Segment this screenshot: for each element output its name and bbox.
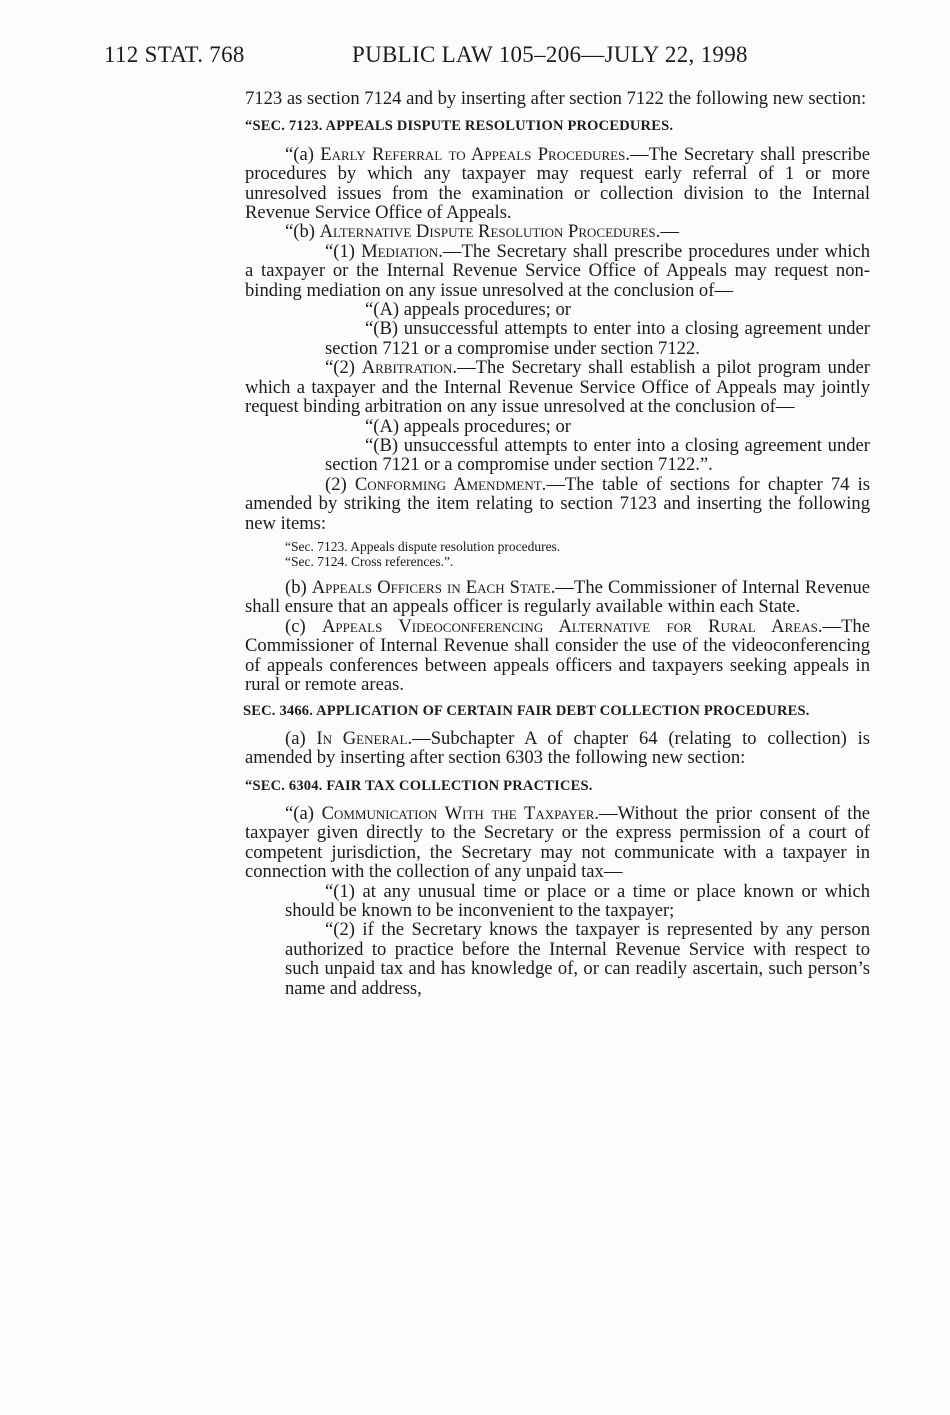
subsection-b-appeals-officers-caption: Appeals Officers in Each State. [311,576,556,598]
paragraph-b1: “(1) Mediation.—The Secretary shall prescribe procedures under which a taxpayer or the Internal Revenue Service Office of Appeals may request non-binding mediation on any issue unresolved at the conclusion of— [245,240,871,301]
b2-subparagraph-b: “(B) unsuccessful attempts to enter into a closing agreement under section 7121 or a compromise under section 7122.”. [325,434,870,476]
conforming-amendment: (2) Conforming Amendment.—The table of sections for chapter 74 is amended by striking the item relating to section 7123 and inserting the following new items: [245,473,870,534]
sec-6304-paragraph-2: “(2) if the Secretary knows the taxpayer is represented by any person authorized to practice before the Internal Revenue Service with respect to such unpaid tax and has knowledge of, or can readily ascertain, such person’s name and address, [285,919,870,999]
conforming-amendment-caption: Conforming Amendment. [354,473,547,495]
subsection-c-caption: Appeals Videoconferencing Alternative for Rural Areas. [321,615,823,637]
subsection-b-appeals-officers: (b) Appeals Officers in Each State.—The Commissioner of Internal Revenue shall ensure that an appeals officer is regularly available within each State. [245,576,870,618]
table-of-sections [285,539,870,569]
toc-item: “Sec. 7123. Appeals dispute resolution procedures. [285,538,561,554]
sec-6304-subsection-a-caption: Communication With the Taxpayer. [321,803,600,824]
subsection-a-caption: Early Referral to Appeals Procedures. [320,143,630,165]
subsection-b-caption: Alternative Dispute Resolution Procedures. [319,221,661,243]
b1-subparagraph-b: “(B) unsuccessful attempts to enter into a closing agreement under section 7121 or a compromise under section 7122. [325,318,870,359]
document-body [245,89,870,998]
sec-6304-heading: “SEC. 6304. FAIR TAX COLLECTION PRACTICES. [245,777,593,794]
paragraph-b1-caption: Mediation. [361,240,443,262]
sec-3466-heading: SEC. 3466. APPLICATION OF CERTAIN FAIR DEBT COLLECTION PROCEDURES. [243,703,810,720]
intro-paragraph: 7123 as section 7124 and by inserting after section 7122 the following new section: [245,88,867,109]
running-title: PUBLIC LAW 105–206—JULY 22, 1998 [352,42,748,67]
page-header [0,42,950,72]
sec-6304-subsection-a: “(a) Communication With the Taxpayer.—Without the prior consent of the taxpayer given directly to the Secretary or the express permission of a court of competent jurisdiction, the Secretary may not communicate with a taxpayer in connection with the collection of any unpaid tax— [245,803,870,883]
subsection-a: “(a) Early Referral to Appeals Procedures.—The Secretary shall prescribe procedures by which any taxpayer may request early referral of 1 or more unresolved issues from the examination or collection division to the Internal Revenue Service Office of Appeals. [245,143,870,224]
paragraph-b2-caption: Arbitration. [361,357,458,379]
subsection-b: “(b) Alternative Dispute Resolution Procedures.— [285,221,679,243]
stat-page-number: 112 STAT. 768 [104,42,245,67]
sec-7123-heading: “SEC. 7123. APPEALS DISPUTE RESOLUTION PROCEDURES. [245,118,674,135]
sec-3466-subsection-a: (a) In General.—Subchapter A of chapter 64 (relating to collection) is amended by inserting after section 6303 the following new section: [245,727,870,769]
sec-3466-subsection-a-caption: In General. [316,727,413,749]
b2-subparagraph-a: “(A) appeals procedures; or [365,415,571,437]
b1-subparagraph-a: “(A) appeals procedures; or [365,299,571,321]
sec-6304-paragraph-1: “(1) at any unusual time or place or a time or place known or which should be known to be inconvenient to the taxpayer; [285,880,870,922]
toc-item: “Sec. 7124. Cross references.”. [285,553,454,569]
subsection-c: (c) Appeals Videoconferencing Alternative for Rural Areas.—The Commissioner of Internal Revenue shall consider the use of the videoconferencing of appeals conferences between appeals officers and taxpayers seeking appeals in rural or remote areas. [245,615,870,695]
paragraph-b2: “(2) Arbitration.—The Secretary shall establish a pilot program under which a taxpayer and the Internal Revenue Service Office of Appeals may jointly request binding arbitration on any issue unresolved at the conclusion of— [245,357,870,418]
